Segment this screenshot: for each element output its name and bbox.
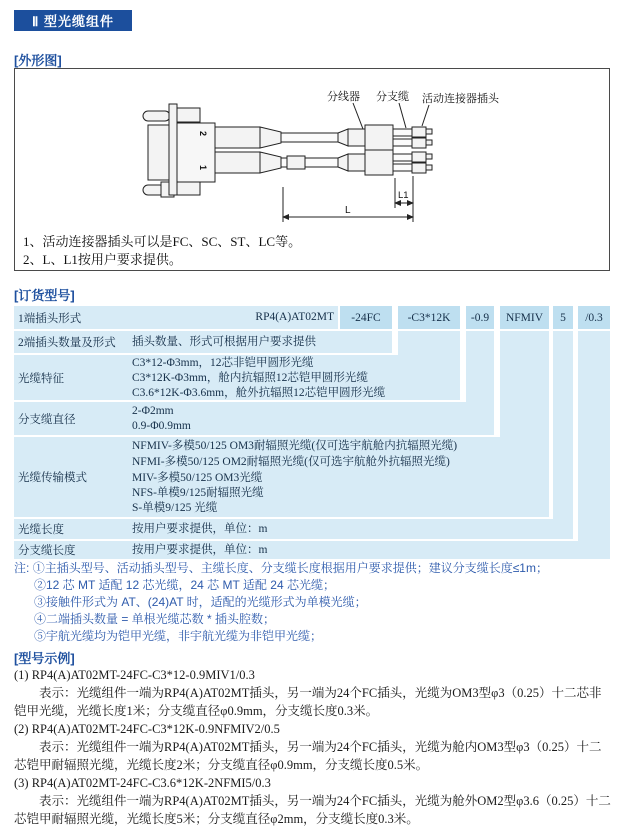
row-desc: 2-Φ2mm [132, 405, 174, 417]
table-row-band [14, 541, 610, 559]
row-label: 2端插头数量及形式 [18, 337, 116, 349]
code-column-strip [340, 331, 392, 353]
code-cell: 5 [553, 306, 573, 329]
backshell-top [215, 127, 260, 148]
code-cell: -24FC [340, 306, 392, 329]
splitter-top [365, 125, 393, 150]
example-code: (1) RP4(A)AT02MT-24FC-C3*12-0.9MIV1/0.3 [14, 668, 255, 682]
taper-top [338, 129, 348, 146]
row-desc: C3*12-Φ3mm，12芯非铠甲圆形光缆 [132, 357, 314, 369]
note-line: ③接触件形式为 AT、(24)AT 时，适配的光缆形式为单模光缆； [34, 595, 367, 609]
example-desc: 表示：光缆组件一端为RP4(A)AT02MT插头，另一端为24个FC插头，光缆为OM3型φ3（0.25）十二芯非铠甲光缆，光缆长度1米；分支缆直径φ0.9mm，分支缆长度0.3米。 [14, 686, 602, 718]
row-label: 光缆传输模式 [18, 472, 87, 484]
branch-cable-top-1 [393, 129, 412, 136]
example-desc: 表示：光缆组件一端为RP4(A)AT02MT插头，另一端为24个FC插头，光缆为舱外OM2型φ3.6（0.25）十二芯铠甲耐辐照光缆，光缆长度5米；分支缆直径φ2mm，分支缆长度0.3米。 [14, 794, 611, 826]
row-label: 光缆特征 [18, 372, 64, 385]
model-examples [14, 666, 612, 828]
row-desc: C3*12K-Φ3mm，舱内抗辐照12芯铠甲圆形光缆 [132, 372, 368, 384]
cable-top [281, 133, 338, 142]
splitter-neck-bottom [348, 154, 365, 171]
backshell-bottom-cone [260, 152, 281, 173]
label-branch-cable: 分支缆 [376, 91, 409, 103]
plug-tip-top-2 [426, 140, 432, 145]
code-cell: -0.9 [466, 306, 494, 329]
code-column-strip [553, 331, 573, 539]
label-connector-plug: 活动连接器插头 [422, 93, 499, 105]
code-column-strip [500, 331, 549, 517]
code-cell: /0.3 [578, 306, 610, 329]
ordering-notes [14, 560, 614, 645]
table-row-band [14, 519, 573, 539]
code-cell: -C3*12K [398, 306, 460, 329]
row-desc: NFMI-多模50/125 OM2耐辐照光缆(仅可选宇航舱外抗辐照光缆) [132, 456, 450, 468]
plug-top-1 [412, 127, 426, 137]
note-line [14, 560, 614, 577]
row-desc: C3.6*12K-Φ3.6mm，舱外抗辐照12芯铠甲圆形光缆 [132, 387, 386, 399]
example-code: (2) RP4(A)AT02MT-24FC-C3*12K-0.9NFMIV2/0.5 [14, 722, 280, 736]
branch-cable-top-2 [393, 139, 412, 146]
row-desc: MIV-多模50/125 OM3光缆 [132, 472, 263, 484]
connector-flange [169, 104, 177, 195]
label-splitter: 分线器 [327, 91, 360, 103]
outline-diagram-box [14, 68, 610, 271]
cable-joint-bottom [287, 156, 305, 169]
row-desc: 按用户要求提供，单位：m [132, 523, 268, 535]
pin-number-2: 2 [198, 131, 208, 137]
row-desc: 按用户要求提供，单位：m [132, 544, 268, 556]
row-desc: 0.9-Φ0.9mm [132, 420, 191, 432]
row-label: 分支缆长度 [18, 545, 76, 557]
connector-mating-face [148, 125, 169, 180]
page-title: Ⅱ 型光缆组件 [14, 10, 132, 31]
dim-label-l1: L1 [398, 190, 409, 201]
dim-label-l: L [345, 205, 351, 216]
taper-bottom [338, 154, 348, 171]
splitter-bottom [365, 150, 393, 175]
note-line: ⑤宇航光缆均为铠甲光缆，非宇航光缆为非铠甲光缆； [34, 629, 323, 643]
example-block [14, 666, 612, 720]
table-row-band [14, 402, 494, 435]
plug-top-2 [412, 138, 426, 148]
example-desc: 表示：光缆组件一端为RP4(A)AT02MT插头，另一端为24个FC插头，光缆为舱内OM3型φ3（0.25）十二芯铠甲耐辐照光缆，光缆长度2米；分支缆直径φ0.9mm，分支缆长度0.5米。 [14, 740, 602, 772]
plug-tip-bottom-2 [426, 165, 432, 170]
code-column-strip [466, 331, 494, 435]
diagram-note-line: 1、活动连接器插头可以是FC、SC、ST、LC等。 [23, 234, 302, 249]
section-label-ordering: [订货型号] [14, 288, 75, 303]
backshell-bottom [215, 152, 260, 173]
note-prefix: 注: [14, 561, 30, 575]
diagram-note-line: 2、L、L1按用户要求提供。 [23, 252, 182, 267]
plug-bottom-1 [412, 152, 426, 162]
code-cell: NFMIV [500, 306, 549, 329]
branch-cable-bottom-2 [393, 164, 412, 171]
row-label: 1端插头形式 [18, 312, 82, 325]
note-line: ④二端插头数量 = 单根光缆芯数 * 插头腔数； [34, 612, 276, 626]
note-item: ①主插头型号、活动插头型号、主缆长度、分支缆长度根据用户要求提供；建议分支缆长度≤1m； [32, 561, 548, 575]
flange-ear-top [177, 108, 200, 122]
plug-tip-top-1 [426, 129, 432, 134]
row-label: 分支缆直径 [18, 413, 76, 426]
row-desc: 插头数量、形式可根据用户要求提供 [132, 336, 316, 348]
row-label: 光缆长度 [18, 524, 64, 536]
plug-bottom-2 [412, 163, 426, 173]
pin-number-1: 1 [198, 165, 208, 171]
code-column-strip [398, 331, 460, 400]
diagram-notes [23, 233, 301, 269]
note-line: ②12 芯 MT 适配 12 芯光缆，24 芯 MT 适配 24 芯光缆； [34, 578, 335, 592]
splitter-neck-top [348, 129, 365, 146]
row-desc: NFS-单模9/125耐辐照光缆 [132, 487, 264, 499]
backshell-top-cone [260, 127, 281, 148]
ordering-code-table [14, 306, 610, 559]
code-column-strip [578, 331, 610, 559]
branch-cable-bottom-1 [393, 154, 412, 161]
cable-assembly-diagram [15, 69, 607, 231]
example-block [14, 774, 612, 828]
model-prefix: RP4(A)AT02MT [255, 311, 334, 323]
example-block [14, 720, 612, 774]
jackscrew-top [143, 111, 170, 121]
connector-body [177, 123, 215, 182]
row-desc: NFMIV-多模50/125 OM3耐辐照光缆(仅可选宇航舱内抗辐照光缆) [132, 440, 458, 452]
plug-tip-bottom-1 [426, 154, 432, 159]
section-label-examples: [型号示例] [14, 651, 75, 666]
example-code: (3) RP4(A)AT02MT-24FC-C3.6*12K-2NFMI5/0.3 [14, 776, 271, 790]
row-desc: S-单模9/125 光缆 [132, 502, 218, 514]
section-label-outline: [外形图] [14, 53, 62, 68]
